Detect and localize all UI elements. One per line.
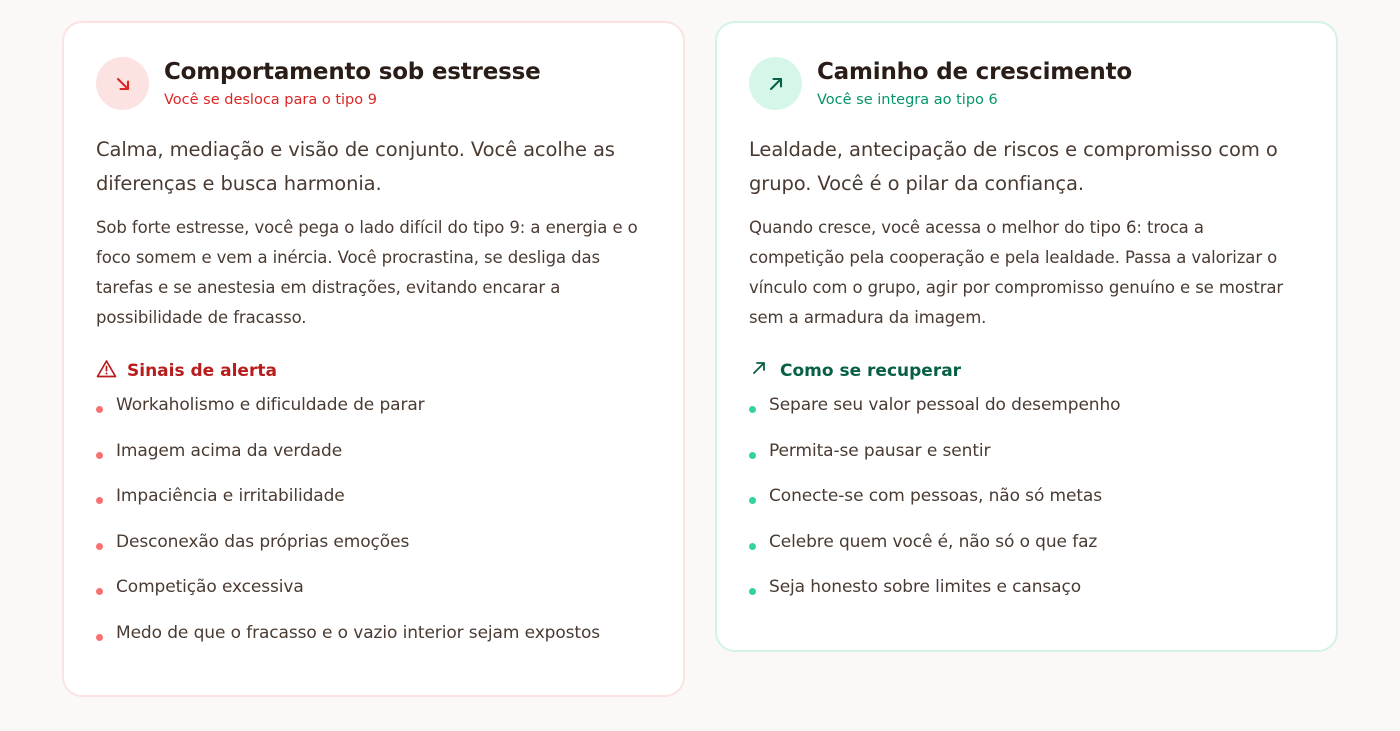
- list-item-text: Celebre quem você é, não só o que faz: [769, 531, 1098, 552]
- list-item: [749, 530, 1304, 576]
- stress-card-header: [96, 57, 651, 110]
- list-item-text: Workaholismo e dificuldade de parar: [116, 395, 425, 415]
- list-item-text: Competição excessiva: [116, 577, 304, 598]
- stress-subtitle: Você se desloca para o tipo 9: [164, 91, 377, 108]
- growth-description: Quando cresce, você acessa o melhor do tipo 6: troca a competição pela cooperação e pela lealdade. Passa a valorizar o vínculo com o grupo, agir por compromisso genuíno e se mostrar sem a armadura da imagem.: [749, 218, 1284, 327]
- growth-subtitle: Você se integra ao tipo 6: [817, 91, 998, 108]
- bullet-dot: [96, 588, 103, 595]
- bullet-dot: [96, 497, 103, 504]
- growth-lead: Lealdade, antecipação de riscos e compromisso com o grupo. Você é o pilar da confiança.: [749, 138, 1278, 195]
- direction-cards: [62, 21, 1338, 697]
- list-item: [96, 393, 651, 439]
- warning-signs-heading: [96, 359, 651, 383]
- list-item: [96, 621, 651, 667]
- list-item-text: Medo de que o fracasso e o vazio interior sejam expostos: [116, 622, 601, 643]
- growth-card-header: [749, 57, 1304, 110]
- list-item: [96, 530, 651, 576]
- stress-description: Sob forte estresse, você pega o lado difícil do tipo 9: a energia e o foco somem e vem a inércia. Você procrastina, se desliga das tarefas e se anestesia em distrações, evitando encarar a possibilidade de fracasso.: [96, 218, 638, 327]
- list-item: [749, 393, 1304, 439]
- list-item-text: Impaciência e irritabilidade: [116, 486, 345, 507]
- bullet-dot: [749, 406, 756, 413]
- stress-card: [62, 21, 685, 697]
- list-item-text: Conecte-se com pessoas, não só metas: [769, 486, 1103, 507]
- stress-title: Comportamento sob estresse: [164, 58, 541, 85]
- list-item: [749, 575, 1304, 621]
- list-item-text: Desconexão das próprias emoções: [116, 531, 410, 552]
- bullet-dot: [749, 588, 756, 595]
- bullet-dot: [96, 634, 103, 641]
- recovery-title: Como se recuperar: [780, 361, 962, 381]
- bullet-dot: [749, 543, 756, 550]
- list-item-text: Imagem acima da verdade: [116, 440, 343, 461]
- bullet-dot: [96, 543, 103, 550]
- list-item-text: Permita-se pausar e sentir: [769, 440, 991, 461]
- bullet-dot: [96, 406, 103, 413]
- warning-triangle-icon: [96, 359, 117, 383]
- arrow-down-right-icon: [96, 57, 149, 110]
- stress-lead: Calma, mediação e visão de conjunto. Você acolhe as diferenças e busca harmonia.: [96, 138, 615, 195]
- list-item-text: Seja honesto sobre limites e cansaço: [769, 577, 1081, 598]
- list-item: [96, 575, 651, 621]
- warning-signs-list: [96, 393, 651, 667]
- arrow-up-right-icon: [749, 359, 770, 383]
- recovery-heading: [749, 359, 1304, 383]
- list-item-text: Separe seu valor pessoal do desempenho: [769, 395, 1121, 415]
- list-item: [749, 484, 1304, 530]
- warning-signs-title: Sinais de alerta: [127, 361, 277, 381]
- list-item: [96, 484, 651, 530]
- recovery-list: [749, 393, 1304, 621]
- bullet-dot: [749, 497, 756, 504]
- bullet-dot: [749, 452, 756, 459]
- arrow-up-right-icon: [749, 57, 802, 110]
- list-item: [749, 439, 1304, 485]
- growth-title: Caminho de crescimento: [817, 58, 1132, 85]
- growth-card: [715, 21, 1338, 652]
- list-item: [96, 439, 651, 485]
- bullet-dot: [96, 452, 103, 459]
